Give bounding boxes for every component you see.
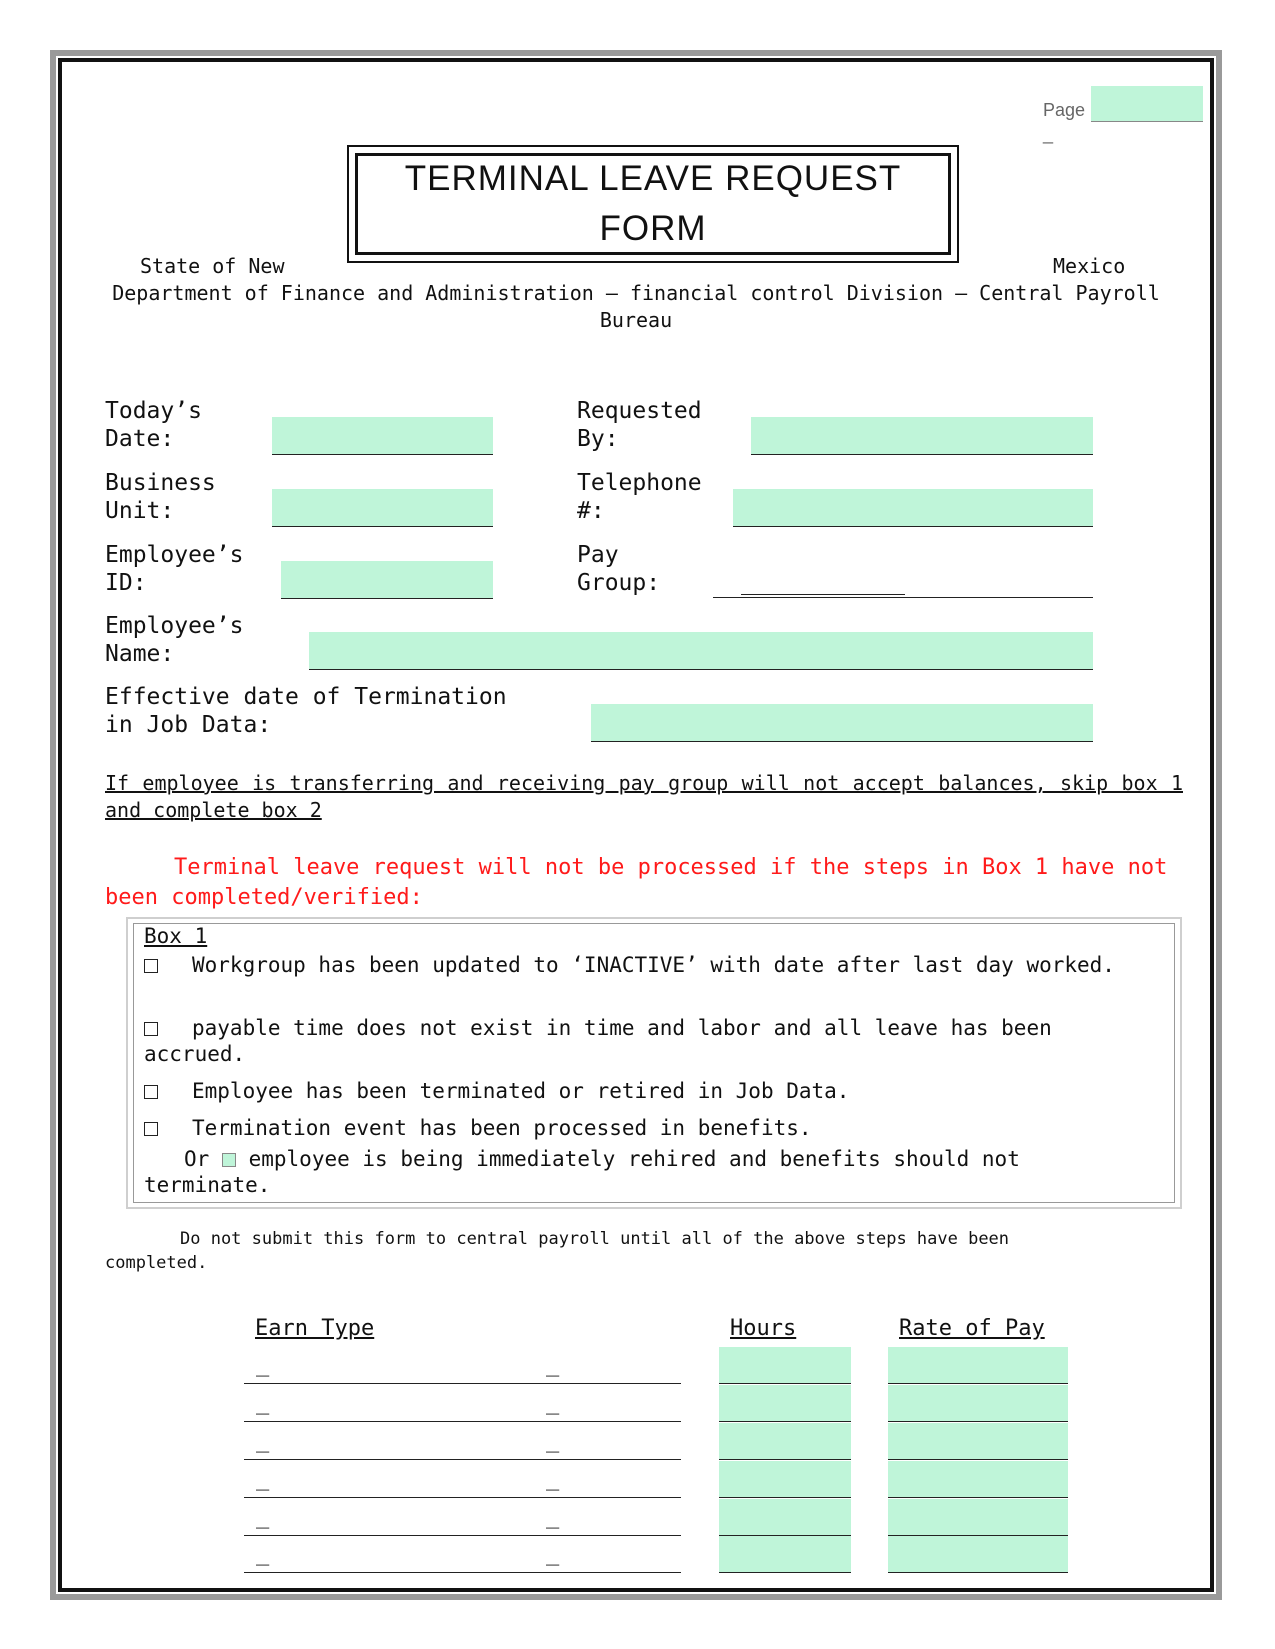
transfer-note: If employee is transferring and receiving pay group will not accept balances, skip box 1 and complete box 2 <box>105 771 1183 822</box>
employee-name-label: Employee’s Name: <box>105 613 244 667</box>
earn-row-mid: _ <box>546 1504 560 1529</box>
rate-field[interactable] <box>888 1461 1068 1498</box>
hours-field[interactable] <box>719 1347 851 1384</box>
earn-row-left: _ <box>256 1541 270 1566</box>
telephone-field[interactable] <box>733 489 1093 527</box>
earn-type-header: Earn Type <box>255 1316 375 1341</box>
telephone-label: Telephone #: <box>577 470 702 524</box>
pay-group-line <box>713 597 1093 598</box>
effective-date-label: Effective date of Termination in Job Data: <box>105 684 507 738</box>
earn-row-line <box>244 1535 681 1536</box>
effective-date-field[interactable] <box>591 704 1093 742</box>
rate-field[interactable] <box>888 1423 1068 1460</box>
earn-row-line <box>244 1572 681 1573</box>
business-unit-field[interactable] <box>272 489 493 527</box>
submit-note: Do not submit this form to central payroll until all of the above steps have been completed. <box>105 1229 1010 1273</box>
earn-row-line <box>244 1497 681 1498</box>
employee-name-field[interactable] <box>309 632 1093 670</box>
box1-title: Box 1 <box>144 924 208 948</box>
warning-text: Terminal leave request will not be processed if the steps in Box 1 have not been completed/verified: <box>105 855 1168 910</box>
earn-row-mid: _ <box>546 1352 560 1377</box>
checkbox[interactable] <box>144 1122 158 1136</box>
rate-field[interactable] <box>888 1499 1068 1536</box>
earn-row-line <box>244 1421 681 1422</box>
checkbox[interactable] <box>144 959 158 973</box>
employee-id-label: Employee’s ID: <box>105 542 244 596</box>
hours-header: Hours <box>730 1316 797 1341</box>
earn-row-mid: _ <box>546 1466 560 1491</box>
earn-row-left: _ <box>256 1466 270 1491</box>
todays-date-label: Today’s Date: <box>105 398 202 452</box>
checkbox[interactable] <box>144 1022 158 1036</box>
rate-field[interactable] <box>888 1347 1068 1384</box>
checkbox[interactable] <box>144 1085 158 1099</box>
earn-row-left: _ <box>256 1352 270 1377</box>
header-state-of-new: State of New <box>140 254 285 278</box>
header-mexico: Mexico <box>1053 254 1126 278</box>
hours-field[interactable] <box>719 1385 851 1422</box>
header-department: Department of Finance and Administration – financial control Division – Central Payroll <box>112 281 1160 305</box>
box1-item: payable time does not exist in time and labor and all leave has been accrued. <box>144 1016 1052 1066</box>
business-unit-label: Business Unit: <box>105 470 216 524</box>
pay-group-label: Pay Group: <box>577 542 661 596</box>
earn-row-left: _ <box>256 1390 270 1415</box>
earn-row-line <box>244 1383 681 1384</box>
requested-by-label: Requested By: <box>577 398 702 452</box>
box1-item: Employee has been terminated or retired in Job Data. <box>144 1078 1144 1104</box>
box1-or-item <box>144 1146 1144 1198</box>
pay-group-field[interactable] <box>741 594 905 595</box>
rehire-checkbox[interactable] <box>222 1153 236 1167</box>
earn-row-left: _ <box>256 1504 270 1529</box>
earn-row-left: _ <box>256 1428 270 1453</box>
earn-row-mid: _ <box>546 1428 560 1453</box>
earn-row-mid: _ <box>546 1541 560 1566</box>
hours-field[interactable] <box>719 1499 851 1536</box>
hours-field[interactable] <box>719 1423 851 1460</box>
or-label: Or <box>184 1147 210 1171</box>
rate-of-pay-header: Rate of Pay <box>899 1316 1045 1341</box>
header-bureau: Bureau <box>599 308 673 332</box>
box1-item: Termination event has been processed in benefits. <box>144 1115 1144 1141</box>
form-title: TERMINAL LEAVE REQUEST FORM <box>404 159 902 248</box>
earn-row-line <box>244 1459 681 1460</box>
employee-id-field[interactable] <box>281 561 493 599</box>
hours-field[interactable] <box>719 1536 851 1573</box>
page-dash: _ <box>1043 124 1054 144</box>
hours-field[interactable] <box>719 1461 851 1498</box>
todays-date-field[interactable] <box>272 417 493 455</box>
rate-field[interactable] <box>888 1385 1068 1422</box>
requested-by-field[interactable] <box>751 417 1093 455</box>
page-number-field[interactable] <box>1091 86 1203 122</box>
or-text: employee is being immediately rehired and benefits should not terminate. <box>144 1147 1020 1197</box>
earn-row-mid: _ <box>546 1390 560 1415</box>
page-label: Page <box>1043 100 1086 120</box>
box1-item: Workgroup has been updated to ‘INACTIVE’ with date after last day worked. <box>144 952 1144 978</box>
rate-field[interactable] <box>888 1536 1068 1573</box>
